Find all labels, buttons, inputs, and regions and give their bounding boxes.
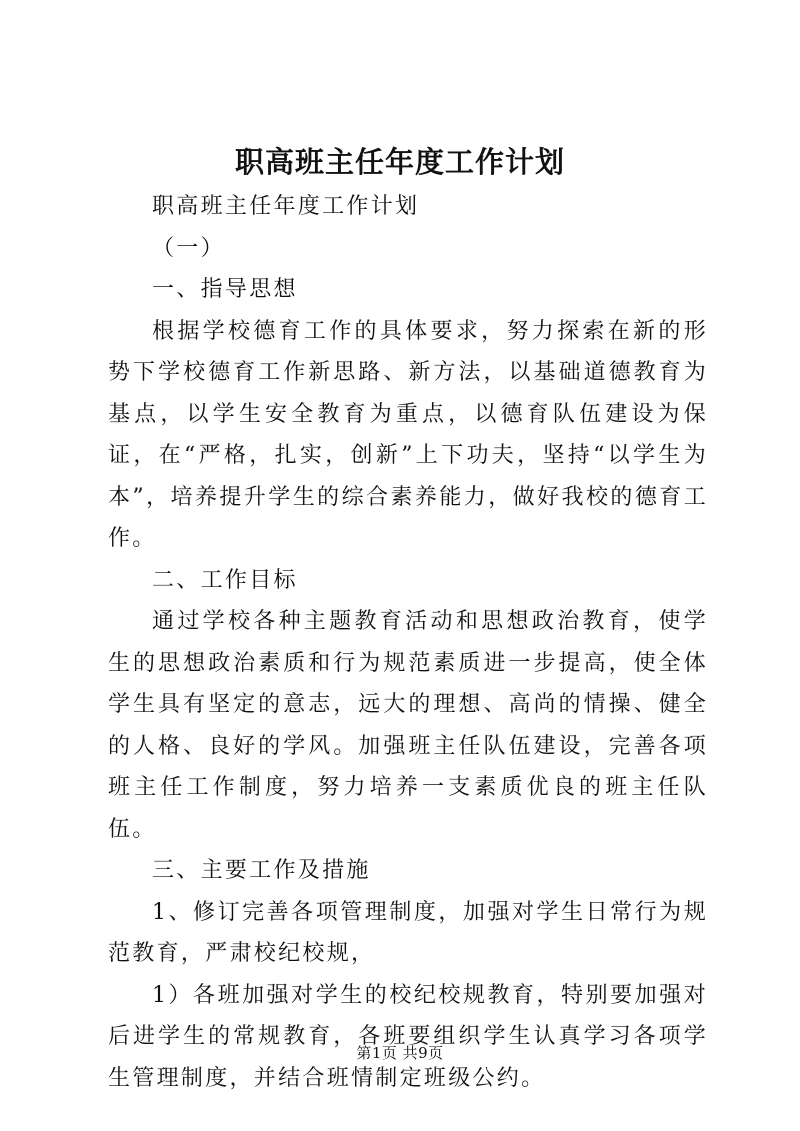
document-title: 职高班主任年度工作计划 [234,145,565,179]
document-body [108,186,708,1099]
heading-guiding-ideology: 一、指导思想 [152,277,298,302]
paragraph-subtitle: 职高班主任年度工作计划 [152,194,420,219]
heading-main-work: 三、主要工作及措施 [152,858,371,883]
paragraph-work-goals: 通过学校各种主题教育活动和思想政治教育，使学生的思想政治素质和行为规范素质进一步提高，使全体学生具有坚定的意志，远大的理想、高尚的情操、健全的人格、良好的学风。加强班主任队伍建设，完善各项班主任工作制度，努力培养一支素质优良的班主任队伍。 [108,609,708,842]
paragraph-section-number: （一） [152,235,225,261]
paragraph-measure-1-1: 1）各班加强对学生的校纪校规教育，特别要加强对后进学生的常规教育，各班要组织学生认真学习各项学生管理制度，并结合班情制定班级公约。 [108,982,708,1091]
paragraph-measure-1: 1、修订完善各项管理制度，加强对学生日常行为规范教育，严肃校纪校规， [108,899,708,966]
paragraph-guiding-ideology: 根据学校德育工作的具体要求，努力探索在新的形势下学校德育工作新思路、新方法，以基础道德教育为基点，以学生安全教育为重点，以德育队伍建设为保证，在“严格，扎实，创新”上下功夫，坚持“以学生为本”，培养提升学生的综合素养能力，做好我校的德育工作。 [108,318,708,551]
page-number-footer: 第1页 共9页 [356,1044,444,1062]
heading-work-goals: 二、工作目标 [152,567,298,593]
